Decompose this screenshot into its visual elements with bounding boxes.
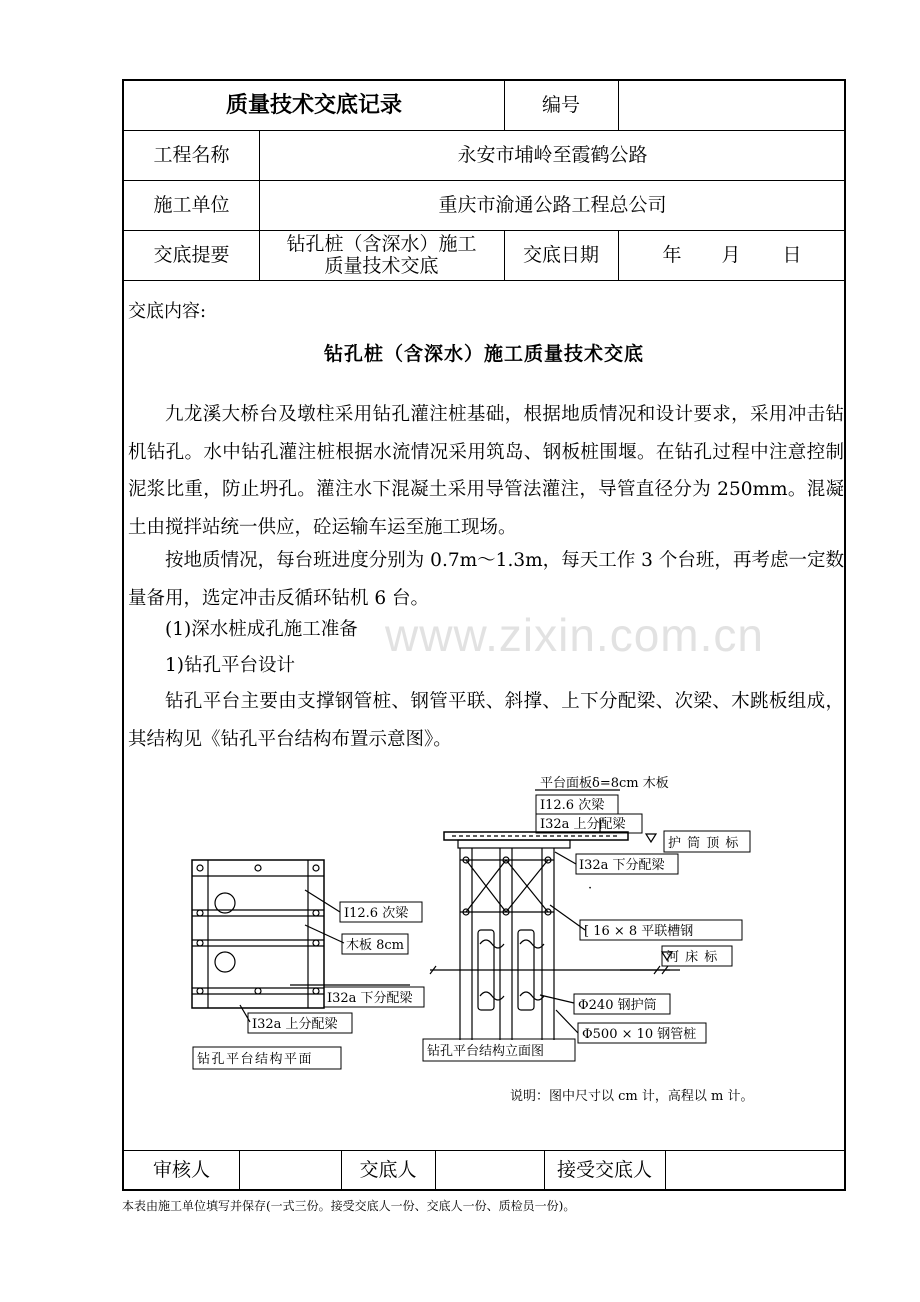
form-title: 质量技术交底记录 xyxy=(225,92,402,119)
elev-label: Φ240 钢护筒 xyxy=(578,998,657,1013)
elev-label: 护 筒 顶 标 xyxy=(668,836,740,851)
paragraph: 按地质情况，每台班进度分别为 0.7m～1.3m，每天工作 3 个台班，再考虑一定数量备用，选定冲击反循环钻机 6 台。 xyxy=(128,550,844,609)
elev-label: I12.6 次梁 xyxy=(540,798,605,813)
paragraph: 1)钻孔平台设计 xyxy=(165,655,295,676)
plan-title: 钻孔平台结构平面 xyxy=(197,1052,314,1067)
project-value: 永安市埔岭至霞鹤公路 xyxy=(457,143,648,166)
dot-mark: · xyxy=(588,881,593,896)
elev-label: [ 16 × 8 平联槽钢 xyxy=(584,924,694,939)
date-month: 月 xyxy=(721,243,741,266)
plan-label: I32a 上分配梁 xyxy=(252,1017,338,1032)
unit-label: 施工单位 xyxy=(153,193,230,216)
paragraph: 九龙溪大桥台及墩柱采用钻孔灌注桩基础，根据地质情况和设计要求，采用冲击钻机钻孔。水中钻孔灌注桩根据水流情况采用筑岛、钢板桩围堰。在钻孔过程中注意控制泥浆比重，防止坍孔。灌注水下混凝土采用导管法灌注，导管直径分为 250mm。混凝土由搅拌站统一供应，砼运输车运至施工现场。 xyxy=(128,404,844,538)
summary-label: 交底提要 xyxy=(153,243,230,266)
plan-label: 木板 8cm xyxy=(346,938,405,953)
document-title: 钻孔桩（含深水）施工质量技术交底 xyxy=(323,343,644,365)
paragraph: 钻孔平台主要由支撑钢管桩、钢管平联、斜撑、上下分配梁、次梁、木跳板组成，其结构见《钻孔平台结构布置示意图》。 xyxy=(128,691,844,750)
number-label: 编号 xyxy=(541,94,580,117)
date-day: 日 xyxy=(782,243,802,266)
diagram-note: 说明：图中尺寸以 cm 计，高程以 m 计。 xyxy=(510,1089,754,1104)
elev-label: 平台面板δ=8cm 木板 xyxy=(540,776,669,791)
footer-note: 本表由施工单位填写并保存(一式三份。接受交底人一份、交底人一份、质检员一份)。 xyxy=(122,1199,576,1213)
elev-label: 河 床 标 xyxy=(666,950,719,965)
discloser-label: 交底人 xyxy=(359,1159,417,1182)
project-label: 工程名称 xyxy=(153,143,230,166)
watermark: www.zixin.com.cn xyxy=(385,609,764,661)
date-label: 交底日期 xyxy=(522,243,599,266)
unit-value: 重庆市渝通公路工程总公司 xyxy=(438,193,667,216)
plan-label: I12.6 次梁 xyxy=(344,906,409,921)
elev-label: Φ500 × 10 钢管桩 xyxy=(582,1027,697,1042)
elev-title: 钻孔平台结构立面图 xyxy=(427,1044,545,1059)
paragraph: (1)深水桩成孔施工准备 xyxy=(165,619,358,640)
elev-label: I32a 下分配梁 xyxy=(579,858,665,873)
reviewer-label: 审核人 xyxy=(152,1159,210,1182)
plan-label: I32a 下分配梁 xyxy=(327,991,413,1006)
summary-line: 质量技术交底 xyxy=(324,255,439,277)
elev-label: I32a 上分配梁 xyxy=(540,817,626,832)
receiver-label: 接受交底人 xyxy=(556,1159,652,1182)
content-heading: 交底内容: xyxy=(128,301,207,322)
date-year: 年 xyxy=(662,243,682,266)
summary-line: 钻孔桩（含深水）施工 xyxy=(286,233,477,255)
